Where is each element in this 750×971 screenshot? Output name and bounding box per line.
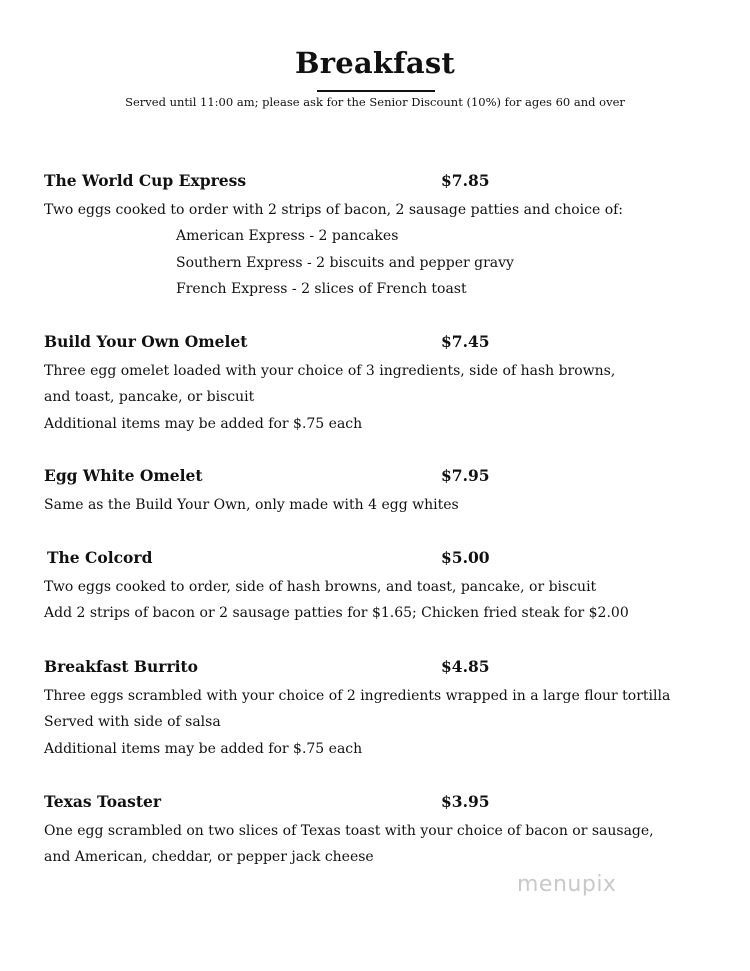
description-option-line: Southern Express - 2 biscuits and pepper gravy (176, 254, 514, 271)
item-price: $7.45 (441, 332, 490, 351)
description-line: Three egg omelet loaded with your choice of 3 ingredients, side of hash browns, (44, 363, 616, 379)
item-description (44, 818, 654, 871)
description-option-line: French Express - 2 slices of French toast (176, 280, 467, 297)
item-price: $3.95 (441, 792, 490, 811)
description-option-line: American Express - 2 pancakes (176, 228, 399, 245)
item-description (44, 492, 459, 518)
menu-title: Breakfast (295, 46, 455, 80)
menupix-watermark: menupix (517, 872, 617, 897)
description-line: and American, cheddar, or pepper jack cheese (44, 849, 374, 866)
description-line: One egg scrambled on two slices of Texas toast with your choice of bacon or sausage, (44, 823, 654, 839)
item-price: $4.85 (441, 657, 490, 676)
item-name: Build Your Own Omelet (44, 332, 248, 351)
description-line: Additional items may be added for $.75 each (44, 740, 363, 757)
description-line: Served with side of salsa (44, 714, 221, 731)
item-description (44, 358, 615, 437)
description-line: Same as the Build Your Own, only made with 4 egg whites (44, 497, 459, 513)
item-description (44, 574, 629, 627)
item-name: Egg White Omelet (44, 466, 203, 485)
item-name: The Colcord (47, 548, 153, 567)
item-price: $5.00 (441, 548, 490, 567)
description-line: Add 2 strips of bacon or 2 sausage patties for $1.65; Chicken fried steak for $2.00 (44, 605, 629, 622)
description-line: Three eggs scrambled with your choice of 2 ingredients wrapped in a large flour tortilla (44, 688, 671, 704)
item-description (44, 197, 623, 302)
item-price: $7.85 (441, 171, 490, 190)
menu-subtitle: Served until 11:00 am; please ask for the Senior Discount (10%) for ages 60 and over (125, 95, 625, 109)
item-description (44, 683, 670, 762)
item-name: The World Cup Express (44, 171, 247, 190)
description-line: Two eggs cooked to order with 2 strips of bacon, 2 sausage patties and choice of: (44, 202, 624, 218)
title-underline (317, 90, 435, 92)
description-line: Additional items may be added for $.75 each (44, 415, 363, 432)
item-name: Breakfast Burrito (44, 657, 198, 676)
item-price: $7.95 (441, 466, 490, 485)
item-name: Texas Toaster (44, 792, 162, 811)
description-line: Two eggs cooked to order, side of hash browns, and toast, pancake, or biscuit (44, 579, 597, 595)
description-line: and toast, pancake, or biscuit (44, 389, 255, 406)
